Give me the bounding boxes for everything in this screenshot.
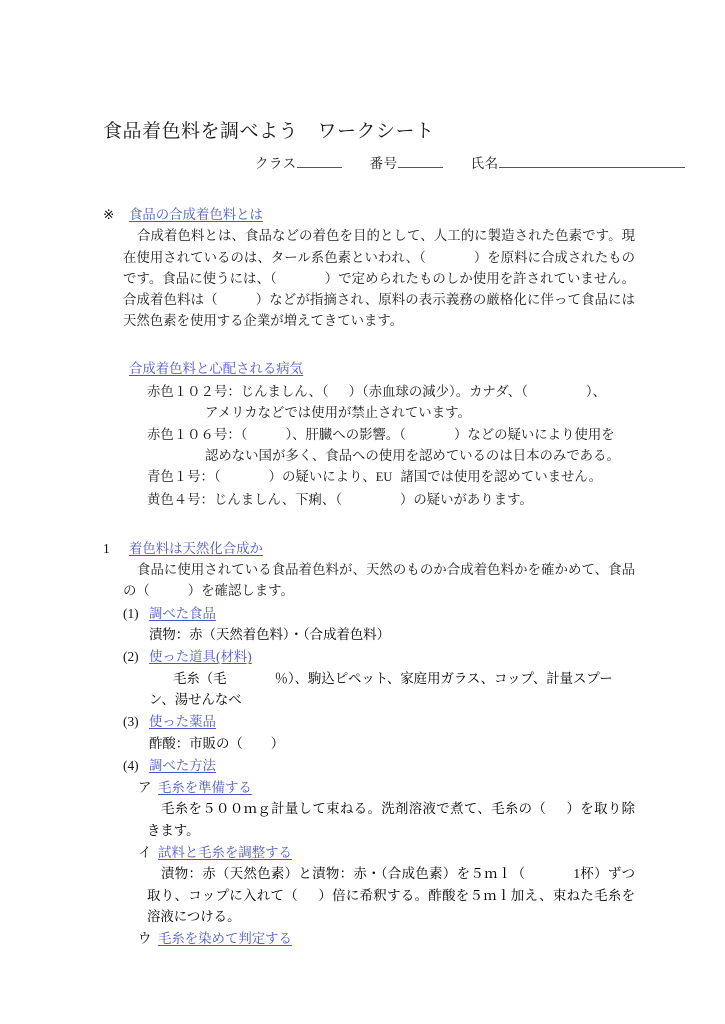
- disease-text-2: ）の疑いにより、: [268, 469, 376, 485]
- subsection-2-header: [103, 646, 635, 667]
- disease-text-1: じんましん、下痢、（: [213, 491, 342, 507]
- disease-text-3: ）、: [585, 384, 606, 400]
- disease-text-2: ）の疑いがあります。: [399, 491, 533, 507]
- note-body-part-1: 合成着色料とは、食品などの着色を目的として、人工的に製造された色素です。現在使用されているのは、タール系色素といわれ、（: [123, 228, 635, 265]
- subsection-3-part-1: 酢酸：市販の（: [149, 735, 243, 751]
- subsection-1-header: [103, 603, 635, 624]
- step-b-part-2: 1杯）ずつ取り、コップに入れて（: [147, 866, 635, 903]
- subsection-4-marker: (4): [123, 757, 139, 773]
- name-input-rule[interactable]: [499, 154, 685, 168]
- disease-item-red102-continuation: アメリカなどでは使用が禁止されています。: [205, 405, 471, 421]
- disease-list: [103, 381, 635, 510]
- subsection-2-heading: 使った道具(材料): [149, 649, 252, 665]
- step-a-header: [103, 777, 635, 798]
- disease-item-blue1: [147, 466, 635, 488]
- step-b-part-3: ）倍に希釈する。酢酸を５ｍｌ加え、束ねた毛糸を溶液につける。: [147, 887, 635, 924]
- disease-label: 赤色１０６号：: [147, 426, 241, 442]
- subsection-2-body: [103, 668, 635, 711]
- step-b-header: [103, 842, 635, 863]
- note-body-part-2: ）を原料に合成されたものです。食品に使うには、（: [123, 249, 635, 286]
- disease-item-red106: [147, 424, 635, 445]
- disease-label: 青色１号：: [147, 469, 214, 485]
- disease-text-1: （: [213, 469, 221, 485]
- class-label: クラス: [255, 156, 297, 171]
- number-input-rule[interactable]: [398, 154, 443, 168]
- disease-item-red106-continuation: 認めない国が多く、食品への使用を認めているのは日本のみである。: [205, 447, 620, 463]
- subsection-4-header: [103, 755, 635, 776]
- section-1-intro-part-1: 食品に使用されている食品着色料が、天然のものか合成着色料かを確かめて、食品の（: [123, 562, 635, 599]
- class-input-rule[interactable]: [297, 154, 342, 168]
- disease-text-1: （: [240, 426, 248, 442]
- note-body-part-4: ）などが指摘され、原料の表示義務の厳格化に伴って食品には天然色素を使用する企業が増えてきています。: [123, 292, 635, 329]
- section-1-number: 1: [103, 540, 110, 556]
- note-section-body: [103, 225, 635, 331]
- subsection-2-part-2: ％）、駒込ピペット、家庭用ガラス、コップ、計量スプーン、湯せんなべ: [149, 670, 613, 707]
- step-a-marker: ア: [138, 780, 152, 796]
- student-info-row: [103, 154, 635, 174]
- subsection-1-marker: (1): [123, 605, 139, 621]
- step-b-marker: イ: [138, 845, 152, 861]
- section-1-intro-part-2: ）を確認します。: [187, 583, 294, 599]
- disease-label: 黄色４号：: [147, 491, 214, 507]
- disease-text-2: ）（赤血球の減少）。カナダ、（: [348, 384, 528, 400]
- step-a-part-2: ）を取り除きます。: [147, 801, 635, 838]
- subsection-1-body: 漬物：赤（天然着色料）・（合成着色料）: [149, 627, 391, 643]
- step-c-header: [103, 928, 635, 949]
- disease-text-3: 諸国では使用を認めていません。: [400, 469, 602, 485]
- subsection-3-part-2: ）: [270, 735, 285, 751]
- disease-text-3: ）などの疑いにより使用を: [453, 426, 615, 442]
- step-a-body: [103, 798, 635, 841]
- subsection-4-heading: 調べた方法: [149, 757, 216, 773]
- section-1-heading: 着色料は天然化合成か: [129, 540, 263, 556]
- section-1-intro: [103, 559, 635, 602]
- section-1-header: [103, 538, 635, 559]
- disease-item-red102: [147, 381, 635, 402]
- page-title: 食品着色料を調べよう ワークシート: [103, 121, 435, 142]
- subsection-2-marker: (2): [123, 649, 139, 665]
- step-b-heading: 試料と毛糸を調整する: [158, 845, 292, 861]
- disease-section-heading: 合成着色料と心配される病気: [129, 360, 304, 376]
- step-c-heading: 毛糸を染めて判定する: [158, 931, 292, 947]
- disease-text-2: ）、肝臓への影響。（: [285, 426, 406, 442]
- step-a-part-1: 毛糸を５００ｍｇ計量して束ねる。洗剤溶液で煮て、毛糸の（: [161, 801, 547, 817]
- disease-label: 赤色１０２号：: [147, 384, 241, 400]
- subsection-2-part-1: 毛糸（毛: [173, 670, 227, 686]
- disease-text-1: じんましん、（: [240, 384, 329, 400]
- subsection-3-heading: 使った薬品: [149, 714, 216, 730]
- subsection-3-marker: (3): [123, 714, 139, 730]
- disease-latin-eu: EU: [375, 470, 393, 485]
- note-marker-icon: ※: [103, 207, 115, 222]
- disease-item-yellow4: [147, 489, 635, 510]
- subsection-1-heading: 調べた食品: [149, 605, 216, 621]
- name-label: 氏名: [470, 156, 499, 171]
- note-section-header: [103, 204, 635, 225]
- subsection-3-header: [103, 711, 635, 732]
- step-c-marker: ウ: [138, 931, 152, 947]
- step-a-heading: 毛糸を準備する: [158, 780, 252, 796]
- disease-section-header: [103, 358, 635, 379]
- step-b-body: [103, 863, 635, 927]
- number-label: 番号: [369, 156, 398, 171]
- step-b-part-1: 漬物：赤（天然色素）と漬物：赤・（合成色素）を５ｍｌ（: [161, 866, 526, 882]
- note-section-heading: 食品の合成着色料とは: [129, 207, 263, 222]
- note-body-part-3: ）で定められたものしか使用を許されていません。合成着色料は（: [123, 270, 635, 308]
- subsection-3-body: [103, 733, 635, 754]
